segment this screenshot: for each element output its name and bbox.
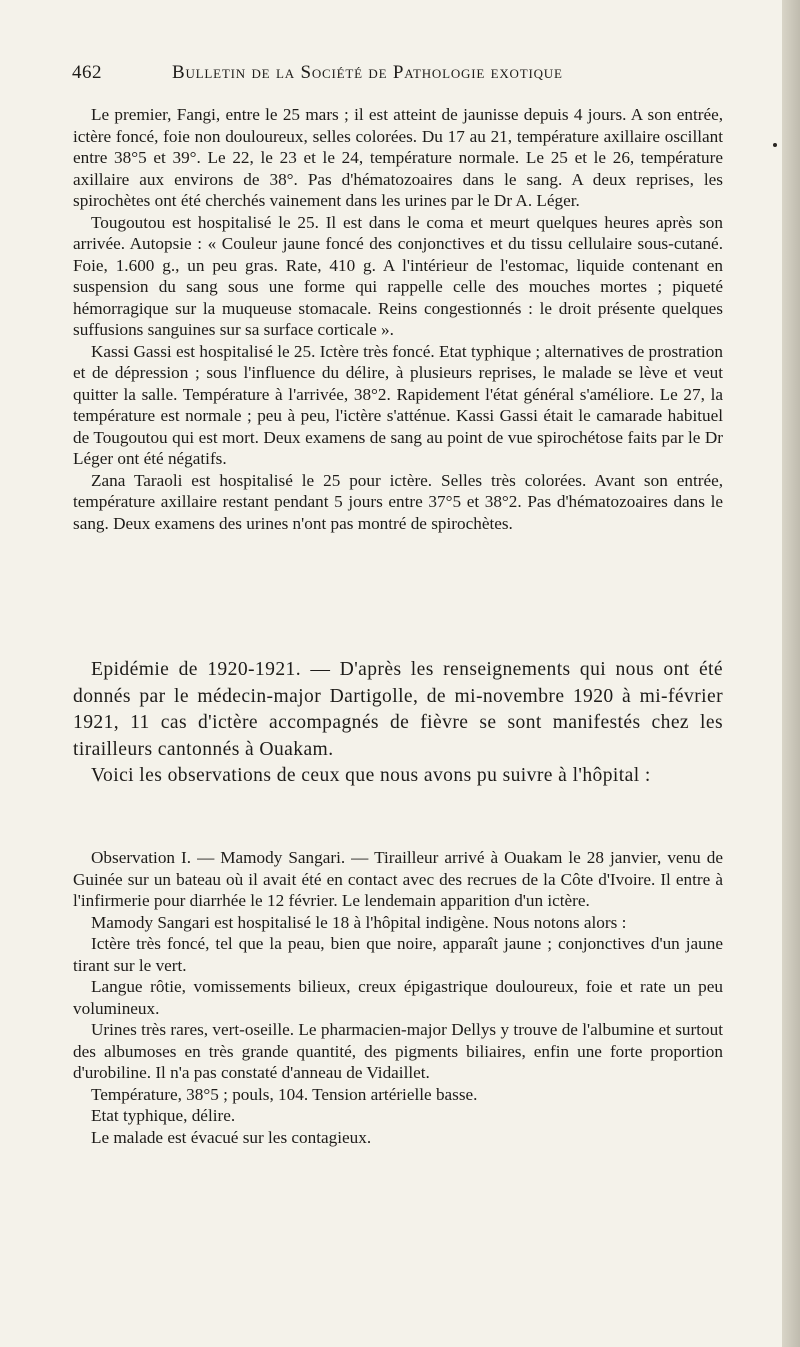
page-number: 462 (72, 62, 102, 83)
paragraph-ictere: Ictère très foncé, tel que la peau, bien que noire, apparaît jaune ; conjonctives d'un jaune tirant sur le vert. (73, 934, 723, 975)
paragraph-hospitalisation: Mamody Sangari est hospitalisé le 18 à l'hôpital indigène. Nous notons alors : (91, 912, 627, 932)
margin-speck (773, 143, 777, 147)
paragraph-epidemie: Epidémie de 1920-1921. — D'après les renseignements qui nous ont été donnés par le médecin-major Dartigolle, de mi-novembre 1920 à mi-février 1921, 11 cas d'ictère accompagnés de fièvre se sont manifestés chez les tirailleurs cantonnés à Ouakam. (73, 659, 723, 760)
paragraph-voici: Voici les observations de ceux que nous avons pu suivre à l'hôpital : (91, 765, 651, 786)
paragraph-urines: Urines très rares, vert-oseille. Le pharmacien-major Dellys y trouve de l'albumine et surtout des albumoses en très grande quantité, des pigments biliaires, enfin une forte proportion d'urobiline. Il n'a pas constaté d'anneau de Vidaillet. (73, 1020, 723, 1082)
paragraph-temperature: Température, 38°5 ; pouls, 104. Tension artérielle basse. (91, 1084, 478, 1104)
page-header (72, 62, 722, 86)
section-observation-1 (73, 847, 723, 1148)
section-epidemie-1920-1921 (73, 657, 723, 790)
running-title: Bulletin de la Société de Pathologie exotique (172, 62, 563, 83)
paragraph-fangi: Le premier, Fangi, entre le 25 mars ; il est atteint de jaunisse depuis 4 jours. A son entrée, ictère foncé, foie non douloureux, selles colorées. Du 17 au 21, température axillaire oscillant entre 38°5 et 39°. Le 22, le 23 et le 24, température normale. Le 25 et le 26, température axillaire aux environs de 38°. Pas d'hématozoaires dans le sang. A deux reprises, les spirochètes ont été cherchés vainement dans les urines par le Dr A. Léger. (73, 105, 723, 210)
paragraph-kassi-gassi: Kassi Gassi est hospitalisé le 25. Ictère très foncé. Etat typhique ; alternatives de prostration et de dépression ; sous l'influence du délire, à plusieurs reprises, le malade se lève et veut quitter la salle. Température à l'arrivée, 38°2. Rapidement l'état général s'améliore. Le 27, la température est normale ; peu à peu, l'ictère s'atténue. Kassi Gassi était le camarade habituel de Tougoutou qui est mort. Deux examens de sang au point de vue spirochétose faits par le Dr Léger ont été négatifs. (73, 341, 723, 468)
paragraph-etat: Etat typhique, délire. (91, 1106, 236, 1125)
paragraph-tougoutou: Tougoutou est hospitalisé le 25. Il est dans le coma et meurt quelques heures après son arrivée. Autopsie : « Couleur jaune foncé des conjonctives et du tissu cellulaire sous-cutané. Foie, 1.600 g., un peu gras. Rate, 410 g. A l'intérieur de l'estomac, liquide contenant en suspension du sang sous une forme qui rappelle celle des mouches mortes ; piqueté hémorragique sur la muqueuse stomacale. Reins congestionnés : le droit présente quelques suffusions sanguines sur sa surface corticale ». (73, 212, 723, 339)
paragraph-langue: Langue rôtie, vomissements bilieux, creux épigastrique douloureux, foie et rate un peu volumineux. (73, 977, 723, 1018)
paragraph-observation-title: Observation I. — Mamody Sangari. — Tirailleur arrivé à Ouakam le 28 janvier, venu de Guinée sur un bateau où il avait été en contact avec des recrues de la Côte d'Ivoire. Il entre à l'infirmerie pour diarrhée le 12 février. Le lendemain apparition d'un ictère. (73, 848, 723, 910)
paragraph-zana-taraoli: Zana Taraoli est hospitalisé le 25 pour ictère. Selles très colorées. Avant son entrée, température axillaire restant pendant 5 jours entre 37°5 et 38°2. Pas d'hématozoaires dans le sang. Deux examens des urines n'ont pas montré de spirochètes. (73, 470, 723, 533)
section-observations-1919 (73, 104, 723, 534)
paragraph-evacuation: Le malade est évacué sur les contagieux. (91, 1127, 372, 1147)
page-edge-shadow (782, 0, 800, 1347)
